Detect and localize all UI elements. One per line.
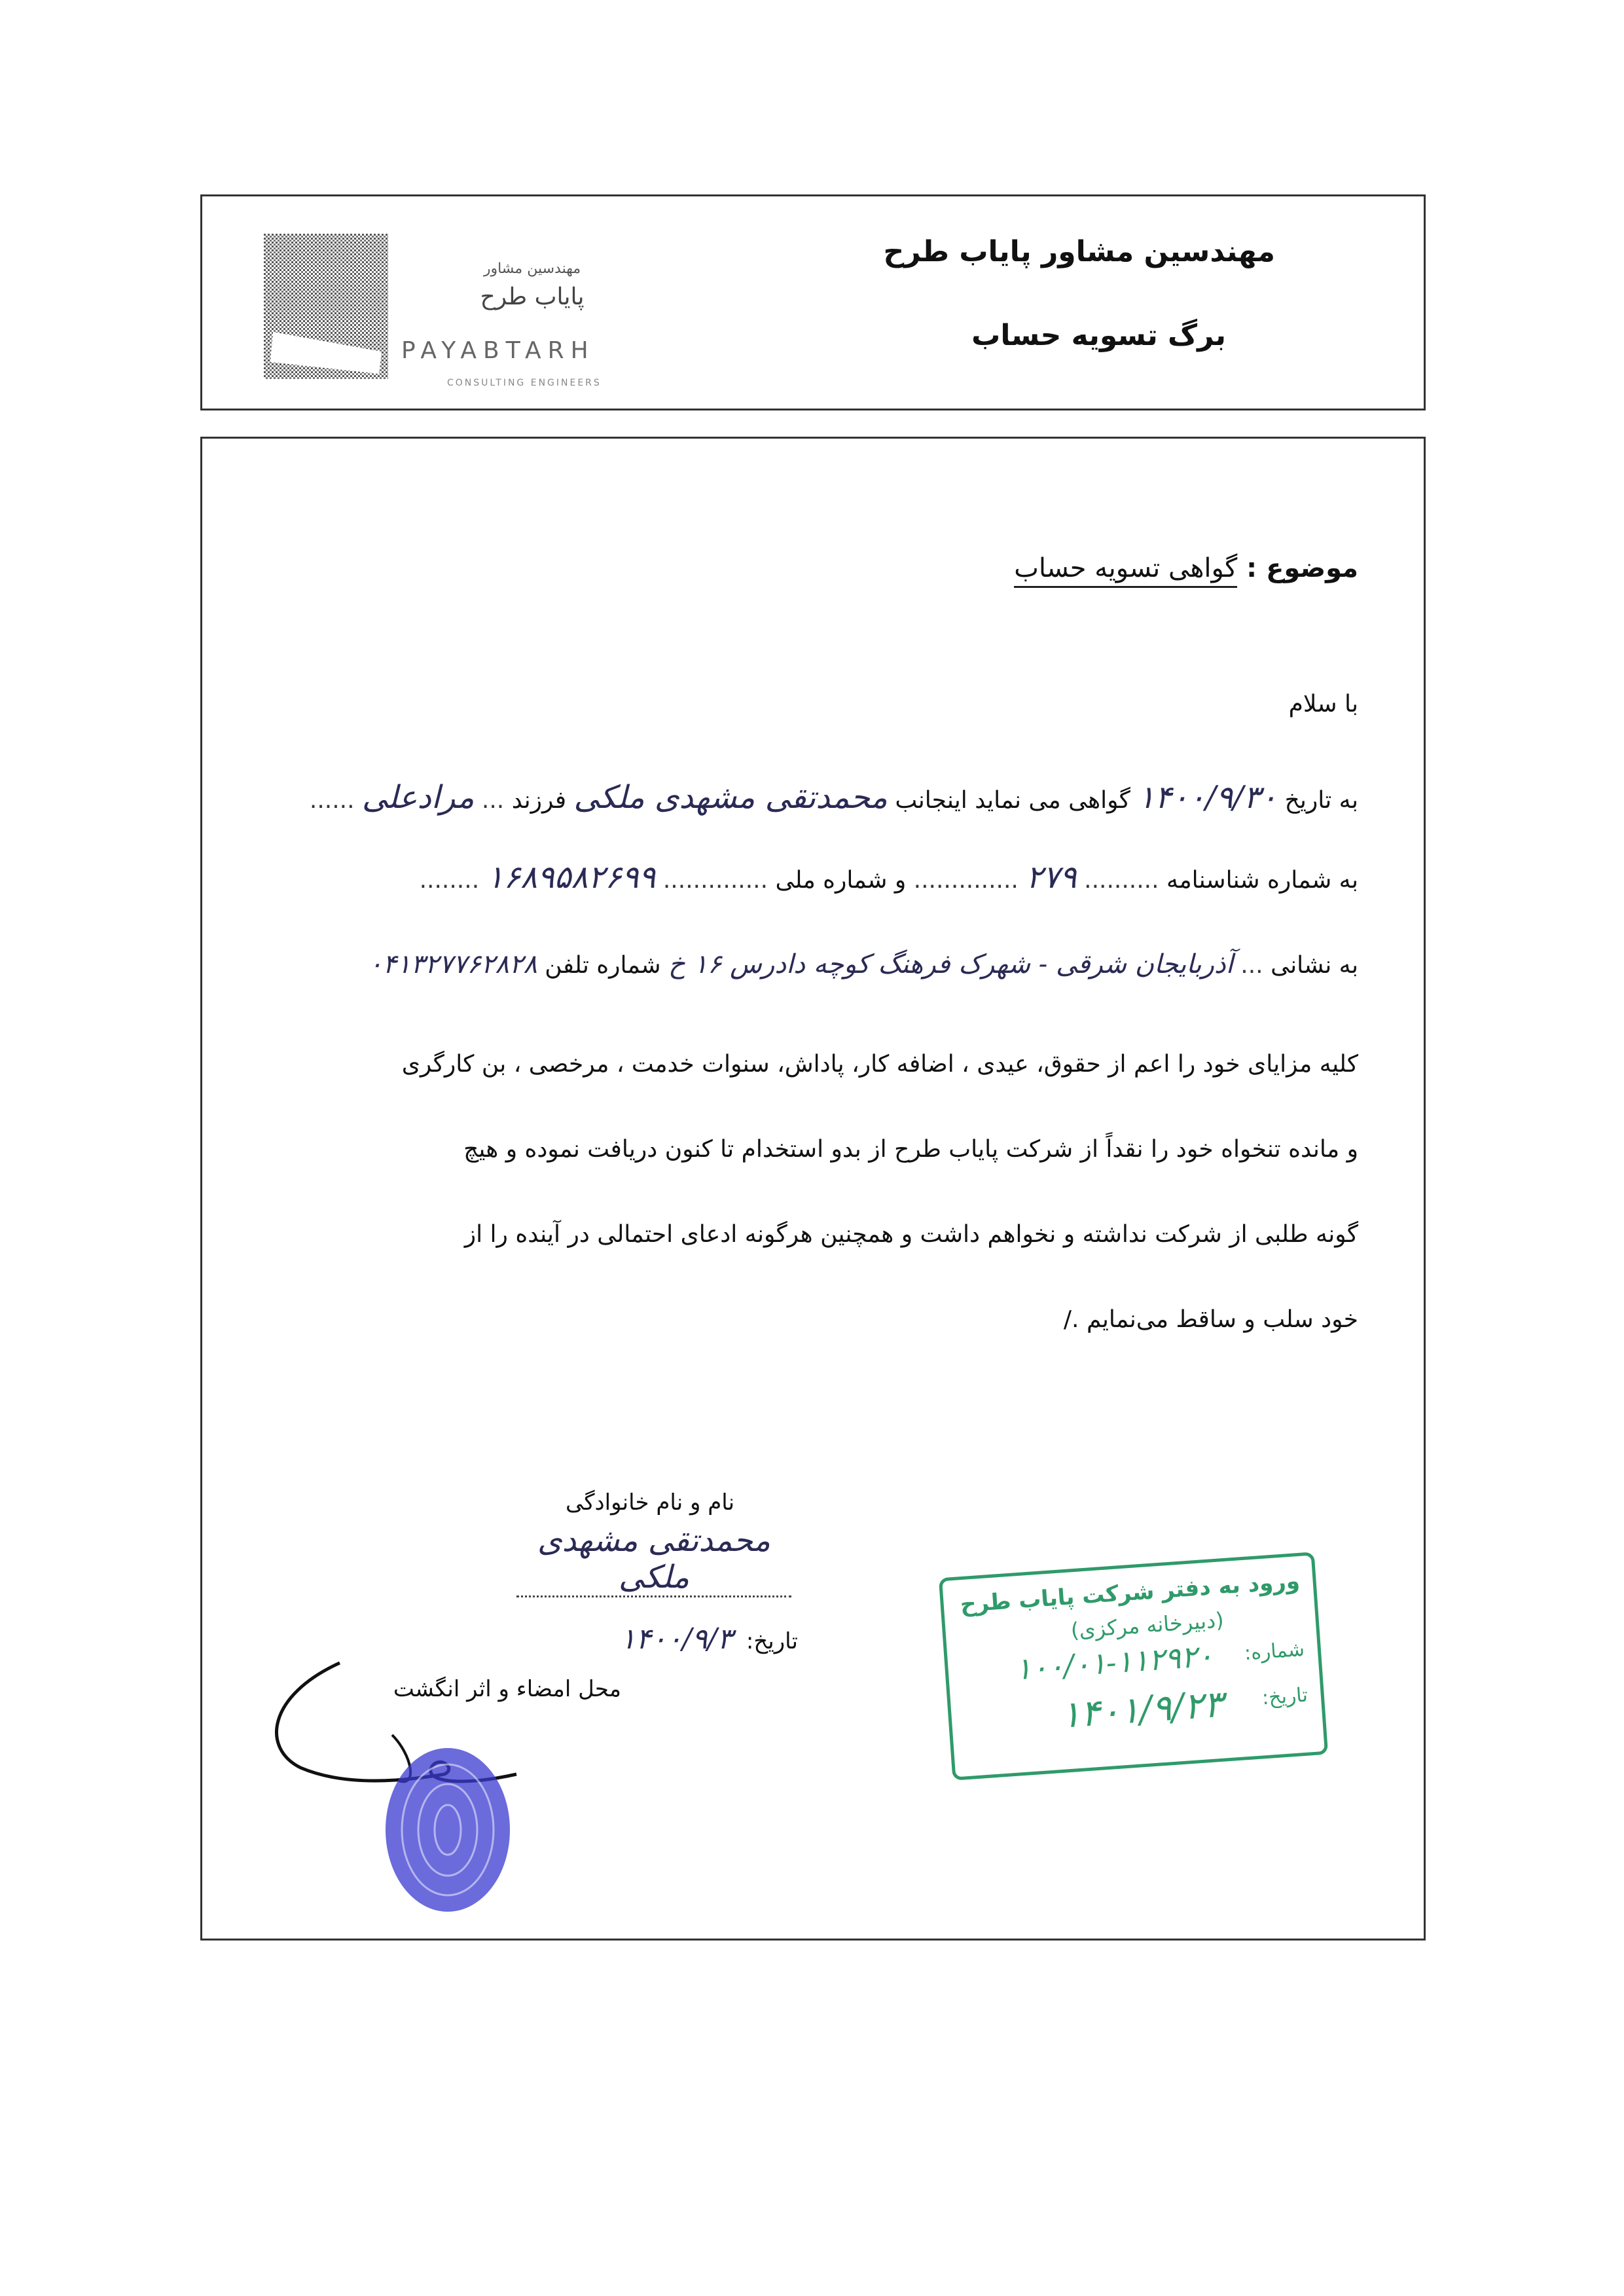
- handwritten-name: محمدتقی مشهدی ملکی: [573, 779, 888, 816]
- subject-value: گواهی تسویه حساب: [1014, 553, 1237, 588]
- company-logo: [264, 234, 683, 391]
- handwritten-id-number: ۲۷۹: [1026, 859, 1077, 896]
- stamp-date-label: تاریخ:: [1261, 1683, 1308, 1710]
- fingerprint-icon: [386, 1748, 510, 1912]
- name-label: نام و نام خانوادگی: [566, 1489, 735, 1516]
- header-box: [200, 194, 1426, 410]
- logo-fa-line2: پایاب طرح: [480, 283, 585, 310]
- subject-label: موضوع :: [1246, 553, 1358, 583]
- signature-and-fingerprint: [242, 1656, 608, 1918]
- child-of-label: فرزند: [511, 787, 567, 814]
- stamp-date-value: ۱۴۰۱/۹/۲۳: [1059, 1683, 1225, 1737]
- sign-fingerprint-label: محل امضاء و اثر انگشت: [393, 1676, 621, 1702]
- stamp-number-value: ۱۰۰/۰۱-۱۱۲۹۲۰: [1014, 1637, 1215, 1687]
- handwritten-phone: ۰۴۱۳۲۷۷۶۲۸۲۸: [369, 949, 537, 979]
- handwritten-father-name: مرادعلی: [362, 779, 475, 816]
- greeting: با سلام: [1288, 691, 1358, 718]
- logo-en-name: PAYABTARH: [401, 337, 595, 364]
- handwritten-date: ۱۴۰۰/۹/۳۰: [1138, 779, 1278, 816]
- certify-text: گواهی می نماید اینجانب: [895, 787, 1130, 814]
- national-id-label: و شماره ملی: [775, 867, 907, 894]
- stamp-title: ورود به دفتر شرکت پایاب طرح: [959, 1568, 1301, 1618]
- handwritten-signature-date: ۱۴۰۰/۹/۳: [620, 1622, 733, 1656]
- handwritten-national-id: ۱۶۸۹۵۸۲۶۹۹: [486, 859, 656, 896]
- receiving-stamp: [939, 1552, 1328, 1780]
- phone-label: شماره تلفن: [545, 952, 661, 979]
- address-line: به نشانی ... آذربایجان شرقی - شهرک فرهنگ کوچه دادرس ۱۶ خ شماره تلفن ۰۴۱۳۲۷۷۶۲۸۲۸: [369, 949, 1358, 979]
- handwritten-signature-name: محمدتقی مشهدی ملکی: [537, 1522, 770, 1595]
- body-box: [200, 437, 1426, 1941]
- date-name-line: به تاریخ ۱۴۰۰/۹/۳۰ گواهی می نماید اینجانب محمدتقی مشهدی ملکی فرزند ... مرادعلی ......: [309, 779, 1358, 816]
- paragraph-line-4: خود سلب و ساقط می‌نمایم ./: [1063, 1306, 1358, 1333]
- id-line: به شماره شناسنامه .......... ۲۷۹ .............. و شماره ملی .............. ۱۶۸۹۵۸۲۶۹۹ ........: [419, 859, 1358, 896]
- paragraph-line-1: کلیه مزایای خود را اعم از حقوق، عیدی ، اضافه کار، پاداش، سنوات خدمت ، مرخصی ، بن کارگری: [401, 1051, 1358, 1078]
- stamp-subtitle: (دبیرخانه مرکزی): [1070, 1607, 1225, 1643]
- stamp-number-label: شماره:: [1243, 1637, 1306, 1666]
- signature-name-field: [516, 1522, 791, 1597]
- paragraph-line-2: و مانده تنخواه خود را نقداً از شرکت پایاب طرح از بدو استخدام تا کنون دریافت نموده و هیچ: [463, 1136, 1358, 1163]
- signature-date-label: تاریخ:: [746, 1628, 798, 1654]
- signature-date-field: [523, 1622, 798, 1656]
- form-title: برگ تسویه حساب: [971, 319, 1226, 352]
- address-label: به نشانی: [1271, 952, 1358, 979]
- company-name: مهندسین مشاور پایاب طرح: [883, 235, 1275, 268]
- id-number-label: به شماره شناسنامه: [1166, 867, 1358, 894]
- date-prefix: به تاریخ: [1284, 787, 1358, 814]
- logo-en-sub: CONSULTING ENGINEERS: [447, 378, 602, 388]
- logo-fa-line1: مهندسین مشاور: [483, 261, 581, 277]
- paragraph-line-3: گونه طلبی از شرکت نداشته و نخواهم داشت و همچنین هرگونه ادعای احتمالی در آینده را از: [464, 1221, 1358, 1248]
- handwritten-address: آذربایجان شرقی - شهرک فرهنگ کوچه دادرس ۱۶ خ: [668, 949, 1233, 979]
